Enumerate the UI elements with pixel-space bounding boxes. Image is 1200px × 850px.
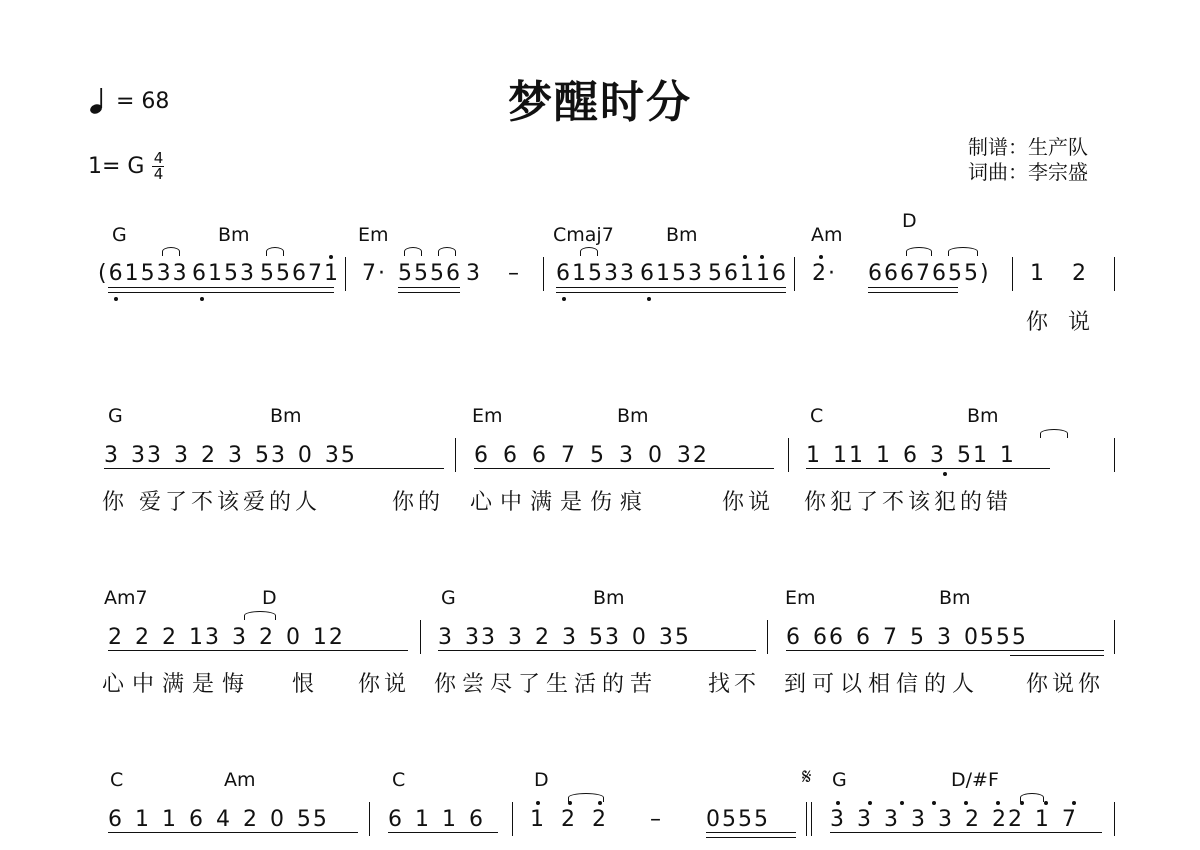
beam-underline: [556, 287, 786, 288]
note-group: 6 66 6 7 5 3 0555: [786, 625, 1028, 650]
barline: [1012, 257, 1013, 291]
slur: [1040, 429, 1068, 438]
chord: G: [441, 587, 456, 609]
lyric: 到可以相信的人: [784, 672, 981, 697]
note-group: –: [508, 261, 521, 286]
chord: Am: [811, 224, 843, 246]
slur: [162, 247, 180, 256]
chord: Bm: [617, 405, 649, 427]
beam-underline: [786, 650, 1104, 651]
chord: Bm: [218, 224, 250, 246]
lyric: 你说你: [1026, 672, 1105, 697]
lower-octave-dot: [114, 297, 118, 301]
double-barline: [806, 802, 807, 836]
chord: G: [112, 224, 127, 246]
beam-underline: [388, 832, 498, 833]
note-group: 1 2 2: [530, 807, 608, 832]
triplet-bracket: [906, 247, 932, 256]
upper-octave-dot: [598, 801, 602, 805]
lyric: 你的: [392, 490, 445, 515]
upper-octave-dot: [1044, 801, 1048, 805]
lower-octave-dot: [647, 297, 651, 301]
note-group: 7·: [362, 261, 387, 286]
note-group: 666765: [868, 261, 964, 286]
note-group: 2: [1072, 261, 1088, 286]
note-group: (61533: [98, 261, 189, 286]
barline: [1114, 438, 1115, 472]
lyric: 你说: [722, 490, 775, 515]
barline: [788, 438, 789, 472]
lyric: 你犯了不该犯的错: [804, 490, 1013, 515]
note-group: 3: [466, 261, 482, 286]
slur: [266, 247, 284, 256]
chord: Em: [472, 405, 503, 427]
lyric: 你: [1026, 310, 1053, 335]
note-group: 5556: [398, 261, 462, 286]
upper-octave-dot: [760, 255, 764, 259]
barline: [767, 620, 768, 654]
upper-octave-dot: [536, 801, 540, 805]
chord: D: [262, 587, 277, 609]
beam-underline: [108, 287, 334, 288]
lyric: 恨: [292, 672, 319, 697]
key-label: 1= G: [88, 154, 145, 179]
slur: [438, 247, 456, 256]
beam-underline: [108, 650, 408, 651]
note-group: 3 33 3 2 3 53 0 35: [104, 443, 357, 468]
note-group: 6 6 6 7 5 3 0 32: [474, 443, 709, 468]
lyric: 找不: [708, 672, 761, 697]
note-group: 61533: [556, 261, 636, 286]
chord: Em: [358, 224, 389, 246]
barline: [512, 802, 513, 836]
beam-underline: [706, 837, 796, 838]
chord: Bm: [666, 224, 698, 246]
slur: [244, 611, 276, 620]
chord: D/#F: [951, 769, 999, 791]
note-group: 6 1 1 6 4 2 0 55: [108, 807, 329, 832]
barline: [455, 438, 456, 472]
upper-octave-dot: [836, 801, 840, 805]
note-group: –: [650, 807, 663, 832]
lyric: 你 爱了不该爱的人: [102, 490, 321, 515]
chord: G: [832, 769, 847, 791]
tempo-marking: [90, 87, 169, 115]
beam-underline: [556, 292, 786, 293]
note-group: 3 33 3 2 3 53 0 35: [438, 625, 691, 650]
beam-underline: [108, 832, 358, 833]
chord: G: [108, 405, 123, 427]
lyric: 你说: [358, 672, 411, 697]
chord: Bm: [967, 405, 999, 427]
chord: Am7: [104, 587, 148, 609]
arranger-credit: 制谱：生产队: [968, 135, 1088, 159]
note-group: 3 3 3 3 3 2 22 1 7: [830, 807, 1078, 832]
upper-octave-dot: [900, 801, 904, 805]
note-group: 0555: [706, 807, 770, 832]
lyric: 你尝尽了生活的苦: [434, 672, 659, 697]
credits: [968, 135, 1088, 185]
chord: C: [810, 405, 824, 427]
beam-underline: [104, 468, 444, 469]
upper-octave-dot: [819, 255, 823, 259]
upper-octave-dot: [996, 801, 1000, 805]
chord: Bm: [593, 587, 625, 609]
beam-underline: [398, 292, 460, 293]
upper-octave-dot: [568, 801, 572, 805]
upper-octave-dot: [329, 255, 333, 259]
beam-underline: [108, 292, 334, 293]
barline: [1114, 802, 1115, 836]
beam-underline: [830, 832, 1102, 833]
lower-octave-dot: [200, 297, 204, 301]
chord: Bm: [939, 587, 971, 609]
note-group: 2·: [812, 261, 837, 286]
lower-octave-dot: [943, 472, 947, 476]
segno-icon: 𝄋: [802, 765, 812, 790]
barline: [420, 620, 421, 654]
note-group: 1 11 1 6 3 51 1: [806, 443, 1016, 468]
upper-octave-dot: [964, 801, 968, 805]
upper-octave-dot: [1020, 801, 1024, 805]
barline: [345, 257, 346, 291]
chord: C: [392, 769, 406, 791]
chord: Bm: [270, 405, 302, 427]
barline: [1114, 257, 1115, 291]
slur: [1020, 793, 1044, 802]
beam-underline: [706, 832, 796, 833]
beam-underline: [868, 292, 958, 293]
lyric: 心中满是悔: [102, 672, 253, 697]
note-group: 6 1 1 6: [388, 807, 485, 832]
upper-octave-dot: [1072, 801, 1076, 805]
barline: [794, 257, 795, 291]
composer-credit: 词曲：李宗盛: [968, 160, 1088, 184]
note-group: 6153: [640, 261, 704, 286]
song-title: 梦醒时分: [508, 77, 692, 128]
note-group: 5): [964, 261, 991, 286]
chord: D: [902, 210, 917, 232]
lyric: 说: [1068, 310, 1095, 335]
upper-octave-dot: [932, 801, 936, 805]
note-group: 55671: [260, 261, 340, 286]
slur: [580, 247, 598, 256]
beam-underline: [806, 468, 1050, 469]
slur: [404, 247, 422, 256]
quarter-note-icon: [90, 87, 106, 115]
chord: C: [110, 769, 124, 791]
lower-octave-dot: [562, 297, 566, 301]
note-group: 2 2 2 13 3 2 0 12: [108, 625, 345, 650]
barline: [543, 257, 544, 291]
time-signature-top: 4: [153, 149, 164, 167]
chord: D: [534, 769, 549, 791]
lyric: 心中满是伤痕: [470, 490, 651, 515]
slur: [948, 247, 978, 256]
beam-underline: [1010, 655, 1104, 656]
barline: [1114, 620, 1115, 654]
barline: [369, 802, 370, 836]
beam-underline: [398, 287, 460, 288]
beam-underline: [474, 468, 774, 469]
chord: Cmaj7: [553, 224, 614, 246]
time-signature: [152, 149, 164, 183]
beam-underline: [868, 287, 958, 288]
upper-octave-dot: [743, 255, 747, 259]
tempo-value: = 68: [116, 88, 170, 114]
key-signature: [88, 149, 164, 183]
note-group: 1: [1030, 261, 1046, 286]
time-signature-bottom: 4: [153, 165, 164, 183]
chord: Am: [224, 769, 256, 791]
upper-octave-dot: [868, 801, 872, 805]
beam-underline: [438, 650, 756, 651]
chord: Em: [785, 587, 816, 609]
double-barline: [811, 802, 812, 836]
note-group: 56116: [708, 261, 788, 286]
note-group: 6153: [192, 261, 256, 286]
